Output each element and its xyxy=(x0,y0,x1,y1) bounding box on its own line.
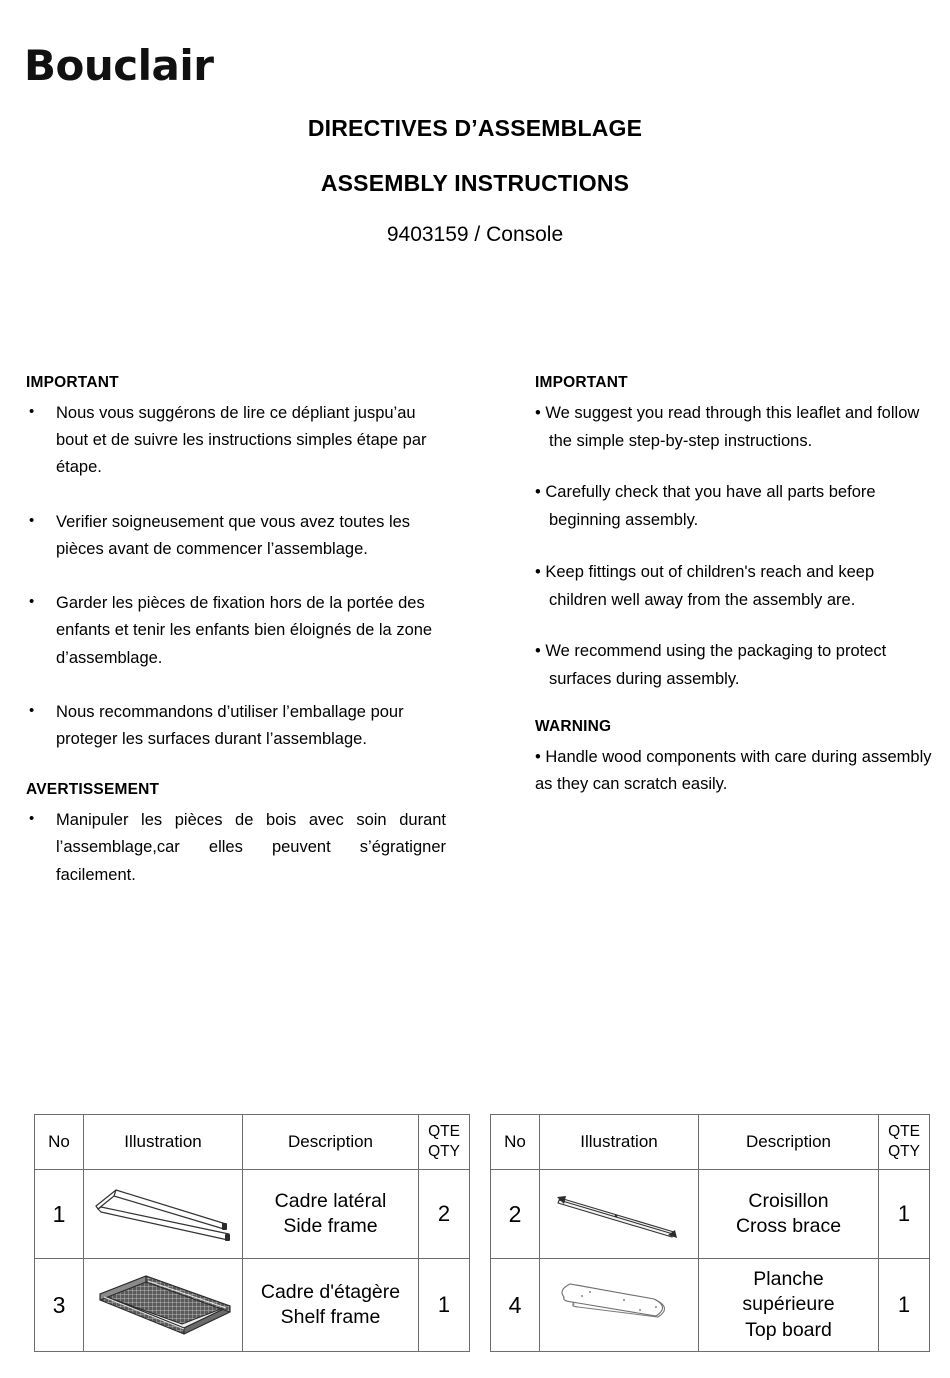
title-block xyxy=(0,115,950,247)
description-fr: Planche xyxy=(753,1267,824,1290)
part-quantity: 1 xyxy=(419,1259,470,1352)
english-column xyxy=(535,374,935,799)
table-header-row xyxy=(491,1115,930,1170)
english-important-heading: IMPORTANT xyxy=(535,374,628,391)
description-en: Top board xyxy=(745,1318,832,1341)
column-header-qty xyxy=(419,1115,470,1170)
part-quantity: 1 xyxy=(879,1259,930,1352)
list-item: • Garder les pièces de fixation hors de la portée des enfants et tenir les enfants bien éloignés de la zone d’assemblage. xyxy=(26,590,446,672)
part-quantity: 1 xyxy=(879,1170,930,1259)
top-board-illustration xyxy=(540,1259,699,1352)
description-fr: Cadre latéral xyxy=(274,1189,387,1212)
table-row xyxy=(491,1170,930,1259)
title-english: ASSEMBLY INSTRUCTIONS xyxy=(320,170,630,196)
qty-label-en: QTY xyxy=(428,1143,460,1160)
column-header-no: No xyxy=(35,1115,84,1170)
table-row xyxy=(35,1259,470,1352)
description-fr-2: supérieure xyxy=(742,1293,835,1316)
part-description xyxy=(699,1259,879,1352)
column-header-illustration: Illustration xyxy=(540,1115,699,1170)
column-header-description: Description xyxy=(243,1115,419,1170)
part-description xyxy=(699,1170,879,1259)
title-french: DIRECTIVES D’ASSEMBLAGE xyxy=(307,115,643,141)
column-header-illustration: Illustration xyxy=(84,1115,243,1170)
list-item: • Nous vous suggérons de lire ce dépliant juspu’au bout et de suivre les instructions simples étape par étape. xyxy=(26,400,446,482)
parts-table-left xyxy=(34,1114,470,1352)
french-warning-list xyxy=(26,807,446,889)
part-number: 1 xyxy=(35,1170,84,1259)
cross-brace-illustration xyxy=(540,1170,699,1259)
french-warning-heading: AVERTISSEMENT xyxy=(26,781,160,799)
part-description xyxy=(243,1170,419,1259)
french-column xyxy=(26,374,446,889)
column-header-qty xyxy=(879,1115,930,1170)
table-row xyxy=(35,1170,470,1259)
column-header-description: Description xyxy=(699,1115,879,1170)
list-item: • Nous recommandons d’utiliser l’emballage pour proteger les surfaces durant l’assemblage. xyxy=(26,699,446,753)
list-item: • Manipuler les pièces de bois avec soin durant l’assemblage,car elles peuvent s’égratigner facilement. xyxy=(26,807,446,889)
qty-label-fr: QTE xyxy=(428,1122,460,1140)
list-item: • Handle wood components with care during assembly as they can scratch easily. xyxy=(535,747,932,794)
part-number: 2 xyxy=(491,1170,540,1259)
description-en: Side frame xyxy=(283,1215,378,1237)
description-en: Shelf frame xyxy=(280,1306,381,1328)
list-item: • Carefully check that you have all parts before beginning assembly. xyxy=(535,483,876,530)
description-fr: Cadre d'étagère xyxy=(260,1280,401,1303)
list-item: • We recommend using the packaging to protect surfaces during assembly. xyxy=(535,642,887,689)
table-row xyxy=(491,1259,930,1352)
table-header-row xyxy=(35,1115,470,1170)
list-item: • Verifier soigneusement que vous avez toutes les pièces avant de commencer l’assemblage. xyxy=(26,509,446,563)
english-warning-heading: WARNING xyxy=(535,717,612,735)
list-item: • We suggest you read through this leaflet and follow the simple step-by-step instructions. xyxy=(535,404,920,450)
list-item: • Keep fittings out of children's reach and keep children well away from the assembly are. xyxy=(535,562,875,609)
side-frame-illustration xyxy=(84,1170,243,1259)
french-important-list xyxy=(26,400,446,753)
qty-label-en: QTY xyxy=(888,1143,920,1160)
part-description xyxy=(243,1259,419,1352)
column-header-no: No xyxy=(491,1115,540,1170)
french-important-heading: IMPORTANT xyxy=(26,374,119,391)
description-en: Cross brace xyxy=(735,1215,842,1237)
qty-label-fr: QTE xyxy=(888,1122,920,1140)
part-number: 3 xyxy=(35,1259,84,1352)
shelf-frame-illustration xyxy=(84,1259,243,1352)
description-fr: Croisillon xyxy=(748,1189,829,1212)
model-number: 9403159 / Console xyxy=(386,223,564,246)
part-number: 4 xyxy=(491,1259,540,1352)
parts-table-right xyxy=(490,1114,930,1352)
part-quantity: 2 xyxy=(419,1170,470,1259)
bouclair-logo: Bouclair xyxy=(24,41,214,90)
